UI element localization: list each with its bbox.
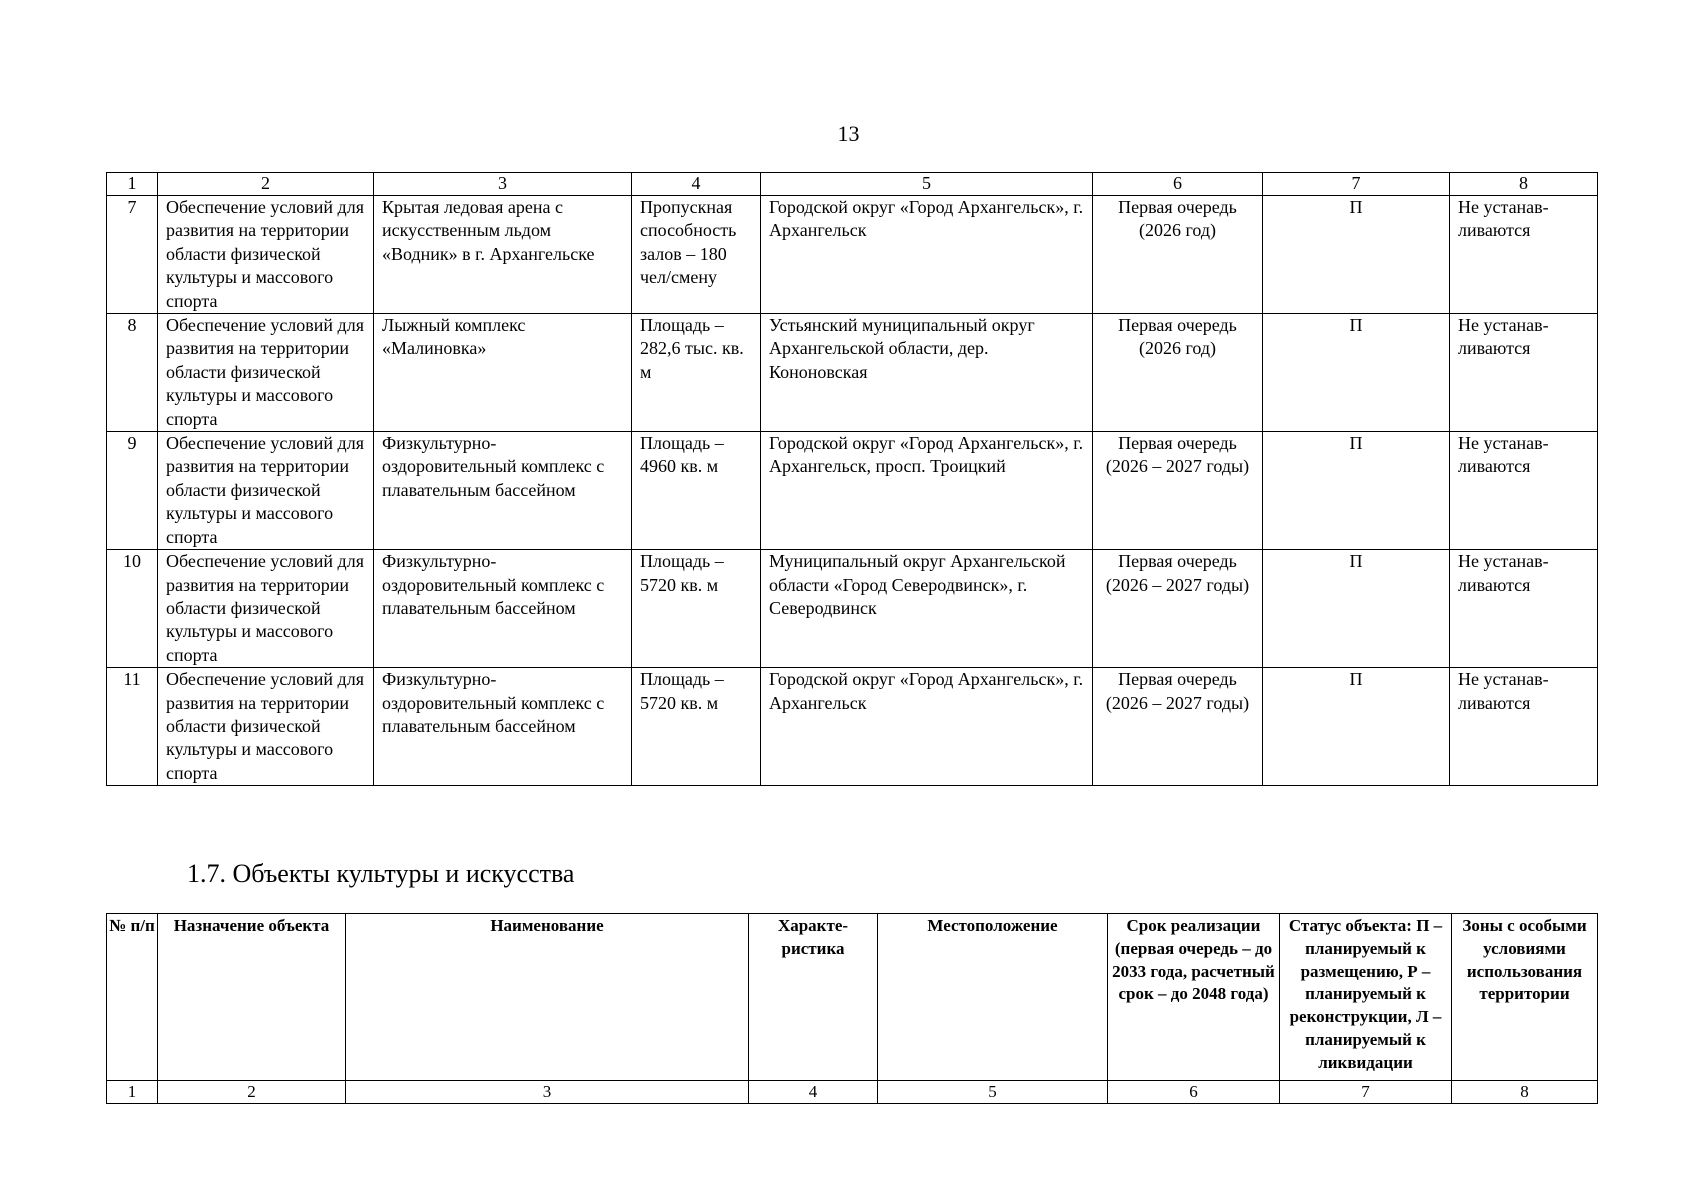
implementation-term: Первая очередь (2026 – 2027 годы) <box>1093 550 1263 668</box>
column-number: 5 <box>878 1081 1108 1104</box>
column-number: 3 <box>374 173 632 196</box>
special-zones: Не устанав-ливаются <box>1450 314 1598 432</box>
implementation-term: Первая очередь (2026 – 2027 годы) <box>1093 668 1263 786</box>
column-header: Характе-ристика <box>749 914 878 1081</box>
column-header: Зоны с особыми условиями использования территории <box>1452 914 1598 1081</box>
object-purpose: Обеспечение условий для развития на территории области физической культуры и массового спорта <box>158 314 374 432</box>
column-header: Срок реализации (первая очередь – до 2033 года, расчетный срок – до 2048 года) <box>1108 914 1280 1081</box>
object-location: Городской округ «Город Архангельск», г. Архангельск <box>761 196 1093 314</box>
object-characteristic: Площадь – 4960 кв. м <box>632 432 761 550</box>
column-number-row <box>107 1081 1598 1104</box>
table-row <box>107 314 1598 432</box>
column-number: 6 <box>1108 1081 1280 1104</box>
column-number: 4 <box>632 173 761 196</box>
object-status: П <box>1263 314 1450 432</box>
object-name: Крытая ледовая арена с искусственным льдом «Водник» в г. Архангельске <box>374 196 632 314</box>
row-number: 10 <box>107 550 158 668</box>
column-number: 6 <box>1093 173 1263 196</box>
row-number: 11 <box>107 668 158 786</box>
special-zones: Не устанав-ливаются <box>1450 196 1598 314</box>
column-number: 1 <box>107 1081 158 1104</box>
table-row <box>107 432 1598 550</box>
facilities-table <box>106 172 1598 786</box>
object-name: Физкультурно-оздоровительный комплекс с плавательным бассейном <box>374 550 632 668</box>
object-name: Физкультурно-оздоровительный комплекс с плавательным бассейном <box>374 432 632 550</box>
row-number: 9 <box>107 432 158 550</box>
column-header: Статус объекта: П – планируемый к размещению, Р – планируемый к реконструкции, Л – планируемый к ликвидации <box>1280 914 1452 1081</box>
object-characteristic: Площадь – 5720 кв. м <box>632 550 761 668</box>
row-number: 8 <box>107 314 158 432</box>
object-location: Городской округ «Город Архангельск», г. Архангельск <box>761 668 1093 786</box>
special-zones: Не устанав-ливаются <box>1450 432 1598 550</box>
column-number: 3 <box>346 1081 749 1104</box>
object-location: Муниципальный округ Архангельской области «Город Северодвинск», г. Северодвинск <box>761 550 1093 668</box>
column-number: 8 <box>1452 1081 1598 1104</box>
object-status: П <box>1263 550 1450 668</box>
column-number: 7 <box>1280 1081 1452 1104</box>
culture-objects-table <box>106 913 1598 1104</box>
column-header: Назначение объекта <box>158 914 346 1081</box>
implementation-term: Первая очередь (2026 год) <box>1093 314 1263 432</box>
table-row <box>107 196 1598 314</box>
row-number: 7 <box>107 196 158 314</box>
section-heading: 1.7. Объекты культуры и искусства <box>187 859 575 888</box>
column-header: № п/п <box>107 914 158 1081</box>
column-number: 8 <box>1450 173 1598 196</box>
column-number: 7 <box>1263 173 1450 196</box>
object-status: П <box>1263 196 1450 314</box>
table-row <box>107 668 1598 786</box>
object-characteristic: Площадь – 5720 кв. м <box>632 668 761 786</box>
special-zones: Не устанав-ливаются <box>1450 550 1598 668</box>
page-number: 13 <box>837 121 860 146</box>
implementation-term: Первая очередь (2026 – 2027 годы) <box>1093 432 1263 550</box>
column-header: Местоположение <box>878 914 1108 1081</box>
object-purpose: Обеспечение условий для развития на территории области физической культуры и массового спорта <box>158 432 374 550</box>
special-zones: Не устанав-ливаются <box>1450 668 1598 786</box>
column-number: 2 <box>158 173 374 196</box>
table-header-row <box>107 914 1598 1081</box>
column-number: 5 <box>761 173 1093 196</box>
object-purpose: Обеспечение условий для развития на территории области физической культуры и массового спорта <box>158 550 374 668</box>
object-location: Городской округ «Город Архангельск», г. Архангельск, просп. Троицкий <box>761 432 1093 550</box>
object-name: Лыжный комплекс «Малиновка» <box>374 314 632 432</box>
column-number-row <box>107 173 1598 196</box>
object-status: П <box>1263 432 1450 550</box>
column-number: 4 <box>749 1081 878 1104</box>
object-status: П <box>1263 668 1450 786</box>
object-characteristic: Пропускная способность залов – 180 чел/смену <box>632 196 761 314</box>
object-name: Физкультурно-оздоровительный комплекс с плавательным бассейном <box>374 668 632 786</box>
column-header: Наименование <box>346 914 749 1081</box>
object-purpose: Обеспечение условий для развития на территории области физической культуры и массового спорта <box>158 196 374 314</box>
implementation-term: Первая очередь (2026 год) <box>1093 196 1263 314</box>
object-location: Устьянский муниципальный округ Архангельской области, дер. Кононовская <box>761 314 1093 432</box>
column-number: 1 <box>107 173 158 196</box>
object-characteristic: Площадь – 282,6 тыс. кв. м <box>632 314 761 432</box>
table-row <box>107 550 1598 668</box>
object-purpose: Обеспечение условий для развития на территории области физической культуры и массового спорта <box>158 668 374 786</box>
column-number: 2 <box>158 1081 346 1104</box>
